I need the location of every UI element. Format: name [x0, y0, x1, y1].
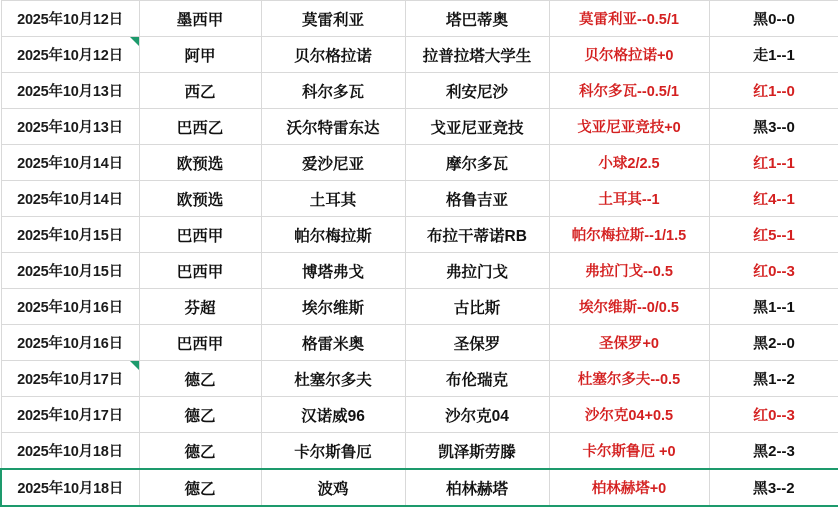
- league-name: 西乙: [139, 73, 261, 109]
- handicap-pick: 圣保罗+0: [549, 325, 709, 361]
- away-team: 布伦瑞克: [405, 361, 549, 397]
- table-row[interactable]: [1, 73, 838, 109]
- league-name: 德乙: [139, 397, 261, 433]
- match-date: 2025年10月15日: [1, 217, 139, 253]
- match-result: 走1--1: [709, 37, 838, 73]
- home-team: 科尔多瓦: [261, 73, 405, 109]
- match-date: 2025年10月18日: [1, 469, 139, 506]
- league-name: 巴西甲: [139, 253, 261, 289]
- match-result: 黑2--3: [709, 433, 838, 470]
- table-row[interactable]: [1, 361, 838, 397]
- match-date: 2025年10月15日: [1, 253, 139, 289]
- table-row[interactable]: [1, 109, 838, 145]
- table-row[interactable]: [1, 289, 838, 325]
- away-team: 布拉干蒂诺RB: [405, 217, 549, 253]
- home-team: 波鸡: [261, 469, 405, 506]
- match-date: 2025年10月18日: [1, 433, 139, 470]
- match-date: 2025年10月14日: [1, 145, 139, 181]
- away-team: 凯泽斯劳滕: [405, 433, 549, 470]
- home-team: 卡尔斯鲁厄: [261, 433, 405, 470]
- league-name: 巴西甲: [139, 325, 261, 361]
- handicap-pick: 戈亚尼亚竞技+0: [549, 109, 709, 145]
- match-date: 2025年10月16日: [1, 325, 139, 361]
- match-date: 2025年10月12日: [1, 1, 139, 37]
- match-date: 2025年10月16日: [1, 289, 139, 325]
- handicap-pick: 帕尔梅拉斯--1/1.5: [549, 217, 709, 253]
- league-name: 巴西乙: [139, 109, 261, 145]
- match-date: 2025年10月13日: [1, 73, 139, 109]
- league-name: 巴西甲: [139, 217, 261, 253]
- away-team: 沙尔克04: [405, 397, 549, 433]
- match-date: 2025年10月17日: [1, 397, 139, 433]
- match-result: 红5--1: [709, 217, 838, 253]
- league-name: 德乙: [139, 361, 261, 397]
- away-team: 摩尔多瓦: [405, 145, 549, 181]
- league-name: 墨西甲: [139, 1, 261, 37]
- away-team: 利安尼沙: [405, 73, 549, 109]
- handicap-pick: 科尔多瓦--0.5/1: [549, 73, 709, 109]
- home-team: 土耳其: [261, 181, 405, 217]
- home-team: 杜塞尔多夫: [261, 361, 405, 397]
- home-team: 格雷米奥: [261, 325, 405, 361]
- league-name: 德乙: [139, 433, 261, 470]
- handicap-pick: 埃尔维斯--0/0.5: [549, 289, 709, 325]
- match-result: 红1--1: [709, 145, 838, 181]
- table-row[interactable]: [1, 469, 838, 506]
- league-name: 德乙: [139, 469, 261, 506]
- handicap-pick: 杜塞尔多夫--0.5: [549, 361, 709, 397]
- away-team: 圣保罗: [405, 325, 549, 361]
- home-team: 爱沙尼亚: [261, 145, 405, 181]
- table-body: [1, 1, 838, 507]
- match-date: 2025年10月14日: [1, 181, 139, 217]
- match-date: 2025年10月17日: [1, 361, 139, 397]
- handicap-pick: 弗拉门戈--0.5: [549, 253, 709, 289]
- match-result: 红1--0: [709, 73, 838, 109]
- home-team: 莫雷利亚: [261, 1, 405, 37]
- handicap-pick: 土耳其--1: [549, 181, 709, 217]
- league-name: 欧预选: [139, 145, 261, 181]
- match-result: 红4--1: [709, 181, 838, 217]
- home-team: 汉诺威96: [261, 397, 405, 433]
- match-result: 黑1--2: [709, 361, 838, 397]
- table-row[interactable]: [1, 217, 838, 253]
- away-team: 柏林赫塔: [405, 469, 549, 506]
- away-team: 拉普拉塔大学生: [405, 37, 549, 73]
- home-team: 博塔弗戈: [261, 253, 405, 289]
- match-result: 黑1--1: [709, 289, 838, 325]
- home-team: 埃尔维斯: [261, 289, 405, 325]
- away-team: 格鲁吉亚: [405, 181, 549, 217]
- match-date: 2025年10月13日: [1, 109, 139, 145]
- away-team: 古比斯: [405, 289, 549, 325]
- handicap-pick: 沙尔克04+0.5: [549, 397, 709, 433]
- league-name: 欧预选: [139, 181, 261, 217]
- table-row[interactable]: [1, 181, 838, 217]
- table-row[interactable]: [1, 325, 838, 361]
- table-row[interactable]: [1, 37, 838, 73]
- match-result: 黑0--0: [709, 1, 838, 37]
- league-name: 芬超: [139, 289, 261, 325]
- match-result: 黑3--2: [709, 469, 838, 506]
- match-result: 红0--3: [709, 397, 838, 433]
- away-team: 戈亚尼亚竞技: [405, 109, 549, 145]
- match-date: 2025年10月12日: [1, 37, 139, 73]
- home-team: 帕尔梅拉斯: [261, 217, 405, 253]
- home-team: 沃尔特雷东达: [261, 109, 405, 145]
- match-result: 红0--3: [709, 253, 838, 289]
- home-team: 贝尔格拉诺: [261, 37, 405, 73]
- table-row[interactable]: [1, 1, 838, 37]
- table-row[interactable]: [1, 433, 838, 470]
- handicap-pick: 卡尔斯鲁厄 +0: [549, 433, 709, 470]
- table-row[interactable]: [1, 145, 838, 181]
- away-team: 弗拉门戈: [405, 253, 549, 289]
- handicap-pick: 柏林赫塔+0: [549, 469, 709, 506]
- handicap-pick: 莫雷利亚--0.5/1: [549, 1, 709, 37]
- league-name: 阿甲: [139, 37, 261, 73]
- match-result: 黑3--0: [709, 109, 838, 145]
- table-row[interactable]: [1, 397, 838, 433]
- match-result: 黑2--0: [709, 325, 838, 361]
- handicap-pick: 小球2/2.5: [549, 145, 709, 181]
- handicap-pick: 贝尔格拉诺+0: [549, 37, 709, 73]
- table-row[interactable]: [1, 253, 838, 289]
- away-team: 塔巴蒂奥: [405, 1, 549, 37]
